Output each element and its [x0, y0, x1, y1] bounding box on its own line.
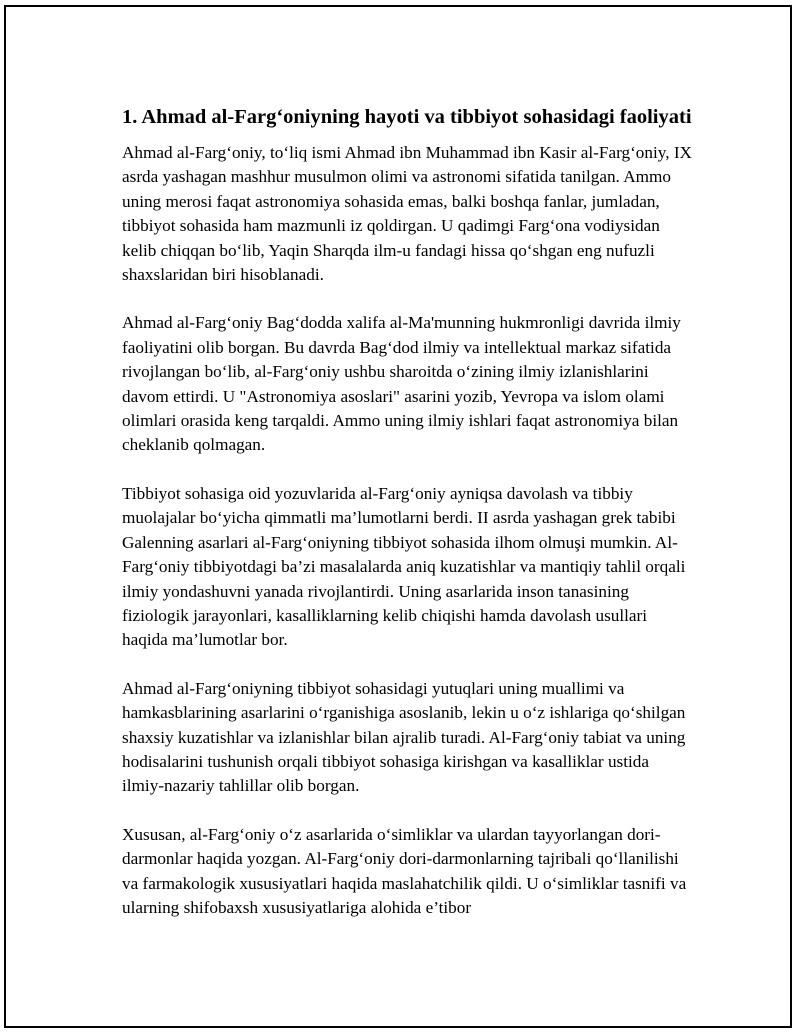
paragraph-achievements: Ahmad al-Farg‘oniyning tibbiyot sohasidagi yutuqlari uning muallimi va hamkasblarining asarlarini o‘rganishiga asoslanib, lekin u o‘z ishlariga qo‘shilgan shaxsiy kuzatishlar va izlanishlar bilan ajralib turadi. Al-Farg‘oniy tabiat va uning hodisalarini tushunish orqali tibbiyot sohasiga kirishgan va kasalliklar ustida ilmiy-nazariy tahlillar olib borgan. [122, 678, 686, 796]
document-body [122, 103, 692, 944]
paragraph-baghdad: Ahmad al-Farg‘oniy Bag‘dodda xalifa al-Ma'munning hukmronligi davrida ilmiy faoliyatini olib borgan. Bu davrda Bag‘dod ilmiy va intellektual markaz sifatida rivojlangan bo‘lib, al-Farg‘oniy ushbu sharoitda o‘zining ilmiy izlanishlarini davom ettirdi. U "Astronomiya asoslari" asarini yozib, Yevropa va islom olami olimlari orasida keng tarqaldi. Ammo uning ilmiy ishlari faqat astronomiya bilan cheklanib qolmagan. [122, 313, 681, 455]
paragraph-plants: Xususan, al-Farg‘oniy o‘z asarlarida o‘simliklar va ulardan tayyorlangan dori-darmonlar haqida yozgan. Al-Farg‘oniy dori-darmonlarning tajribali qo‘llanilishi va farmakologik xususiyatlari haqida maslahatchilik qildi. U o‘simliklar tasnifi va ularning shifobaxsh xususiyatlariga alohida e’tibor [122, 824, 687, 917]
paragraph-biography: Ahmad al-Farg‘oniy, to‘liq ismi Ahmad ibn Muhammad ibn Kasir al-Farg‘oniy, IX asrda yashagan mashhur musulmon olimi va astronomi sifatida tanilgan. Ammo uning merosi faqat astronomiya sohasida emas, balki boshqa fanlar, jumladan, tibbiyot sohasida ham mazmunli iz qoldirgan. U qadimgi Farg‘ona vodiysidan kelib chiqqan bo‘lib, Yaqin Sharqda ilm-u fandagi hissa qo‘shgan eng nufuzli shaxslaridan biri hisoblanadi. [122, 143, 692, 285]
section-heading: 1. Ahmad al-Farg‘oniyning hayoti va tibbiyot sohasidagi faoliyati [122, 106, 692, 128]
page-frame [4, 5, 792, 1028]
paragraph-medicine: Tibbiyot sohasiga oid yozuvlarida al-Farg‘oniy ayniqsa davolash va tibbiy muolajalar bo‘yicha qimmatli ma’lumotlarni berdi. II asrda yashagan grek tabibi Galenning asarlari al-Farg‘oniyning tibbiyot sohasida ilhom olmuşi mumkin. Al-Farg‘oniy tibbiyotdagi ba’zi masalalarda aniq kuzatishlar va mantiqiy tahlil orqali ilmiy yondashuvni yanada rivojlantirdi. Uning asarlarida inson tanasining fiziologik jarayonlari, kasalliklarning kelib chiqishi hamda davolash usullari haqida ma’lumotlar bor. [122, 483, 686, 650]
